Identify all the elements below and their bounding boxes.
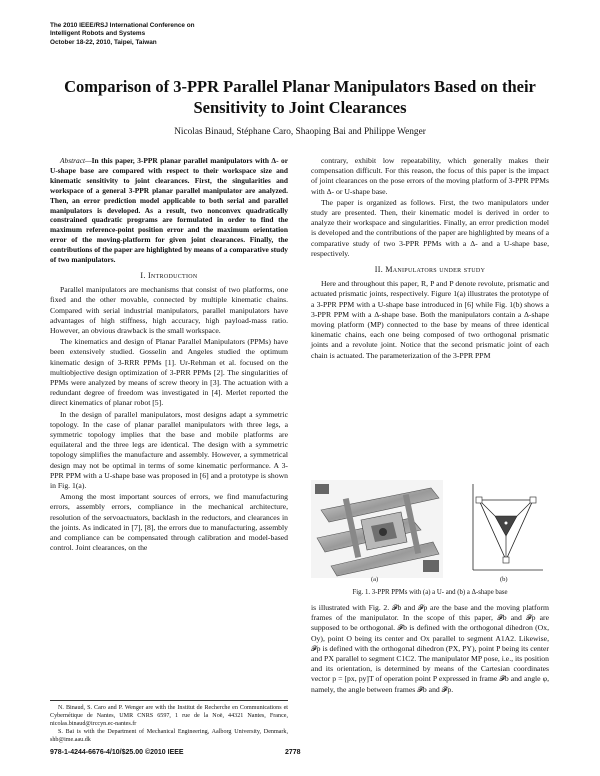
section2-paragraph: Here and throughout this paper, R, P and P denote revolute, prismatic and actuated prismatic joints, respectively. Figure 1(a) illustrates the prototype of a 3-PPR PPM with a U-shape base introduced in [6] while Fig. 1(b) shows a 3-PPR PPM with a Δ-shape base. Both the manipulators contain a Δ-shape moving platform (MP) connected to the base by means of three identical kinematic chains, each one being composed of two orthogonal prismatic joints and a revolute joint. Notice that the second prismatic joint of each chain is actuated. The parameterization of the 3-PPR PPM (311, 279, 549, 360)
footnote-affiliation-2: S. Bai is with the Department of Mechanical Engineering, Aalborg University, Denmark, shb@ime.aau.dk (50, 729, 288, 744)
figure-label-b: (b) (500, 576, 508, 583)
right-column (311, 156, 549, 361)
page-number: 2778 (285, 749, 301, 756)
footnote-affiliation-1: N. Binaud, S. Caro and P. Wenger are with the Institut de Recherche en Communications et Cybernétique de Nantes, UMR CNRS 6597, 1 rue de la Noë, 44321 Nantes, France, nicolas.binaud@irccyn.ec-nantes.fr (50, 705, 288, 728)
abstract-label: Abstract— (60, 156, 92, 165)
intro-paragraph-3: In the design of parallel manipulators, most designs adapt a symmetric topology. In the case of planar parallel manipulators with three legs, a symmetric topology implies that the base and mobile platforms are equilateral and the three legs are identical. The design with a symmetric topology simplifies the manufacture and assembly. However, a symmetrical design may not be optimal in terms of some kinematic performance. A 3-PPR PPM with a U-shape base was proposed in [6] and a prototype is shown in Fig. 1(a). (50, 409, 288, 491)
intro-paragraph-2: The kinematics and design of Planar Parallel Manipulators (PPMs) have been extensively studied. Gosselin and Angeles studied the optimum kinematic design of 3-RRR PPMs [1]. Ur-Rehman et al. focused on the multiobjective design optimization of 3-PRR PPMs [2]. The singularities of PPMs were analyzed by means of screw theory in [3]. The actuation with a redundant degree of freedom was investigated in [4]. Merlet reported the direct kinematics of planar robot [5]. (50, 337, 288, 408)
conference-header (50, 22, 195, 47)
conference-line-1: The 2010 IEEE/RSJ International Conference on (50, 22, 195, 29)
figure-label-a: (a) (371, 576, 379, 583)
paper-authors: Nicolas Binaud, Stéphane Caro, Shaoping Bai and Philippe Wenger (174, 127, 426, 137)
abstract-text: In this paper, 3-PPR planar parallel manipulators with Δ- or U-shape base are compared with respect to their workspace size and kinematic sensitivity to joint clearances. First, the singularities and workspace of a general 3-PPR planar parallel manipulator are analyzed. Then, an error prediction model applicable to both serial and parallel manipulators is developed. As a result, two nonconvex quadratically constrained quadratic programs are formulated in order to find the maximum reference-point position error and the maximum orientation error of the moving-platform for given joint clearances. Finally, the contributions of the paper are highlighted by means of a comparative study of two manipulators. (50, 156, 288, 265)
abstract (50, 156, 288, 265)
conference-line-2: Intelligent Robots and Systems (50, 30, 146, 38)
section-heading-manipulators: II. Manipulators under study (374, 265, 486, 275)
intro-paragraph-1: Parallel manipulators are mechanisms that consist of two platforms, one fixed and the other movable, connected by multiple kinematic chains. Compared with serial industrial manipulators, parallel manipulators have advantages of high stiffness, high accuracy, high payload-mass ratio. However, an obvious drawback is the small workspace. (50, 285, 288, 335)
delta-base-diagram (463, 480, 549, 578)
figure-caption: Fig. 1. 3-PPR PPMs with (a) a U- and (b) a Δ-shape base (352, 589, 508, 596)
left-column (50, 156, 288, 553)
after-figure-text: is illustrated with Fig. 2. 𝓕b and 𝓕p are the base and the moving platform frames of the manipulator. In the scope of this paper, 𝓕b and 𝓕p are supposed to be orthogonal. 𝓕b is defined with the orthogonal dihedron (Ox, Oy), point O being its center and Ox parallel to segment A1A2. Likewise, 𝓕p is defined with the orthogonal dihedron (PX, PY), point P being its center and PX parallel to segment C1C2. The manipulator MP pose, i.e., its position and its orientation, is determined by means of the Cartesian coordinates vector p = [px, py]T of operation point P expressed in frame 𝓕b and angle φ, namely, the angle between frames 𝓕b and 𝓕p. (311, 603, 549, 694)
footnote (50, 700, 288, 744)
intro-paragraph-4: Among the most important sources of errors, we find manufacturing errors, assembly errors, compliance in the mechanical architecture, resolution of the servoactuators, backlash in the reductors, and clearances in the joints. As indicated in [7], [8], the errors due to manufacturing, assembly and compliance can be compensated through calibration and model-based control. Joint clearances, on the (50, 492, 288, 553)
conference-line-3: October 18-22, 2010, Taipei, Taiwan (50, 38, 157, 46)
figure-1 (311, 480, 549, 586)
paper-title: Comparison of 3-PPR Parallel Planar Manipulators Based on their Sensitivity to Joint Clearances (64, 77, 536, 117)
section-heading-introduction: I. Introduction (140, 270, 198, 280)
right-paragraph-2: The paper is organized as follows. First, the two manipulators under study are presented. Then, their kinematic model is derived in order to analyze their workspace and singularities. Finally, an error prediction model is developed and the contributions of the paper are highlighted by means of a comparative study of two 3-PPR PPMs with a Δ- and a U-shape base, respectively. (311, 197, 549, 258)
right-paragraph-1: contrary, exhibit low repeatability, which generally makes their compensation difficult. For this reason, the focus of this paper is the impact of joint clearances on the pose errors of the moving platform of 3-PPR PPMs with Δ- or U-shape base. (311, 156, 549, 196)
prototype-photo (311, 480, 443, 578)
footer-isbn: 978-1-4244-6676-4/10/$25.00 ©2010 IEEE (50, 749, 184, 756)
